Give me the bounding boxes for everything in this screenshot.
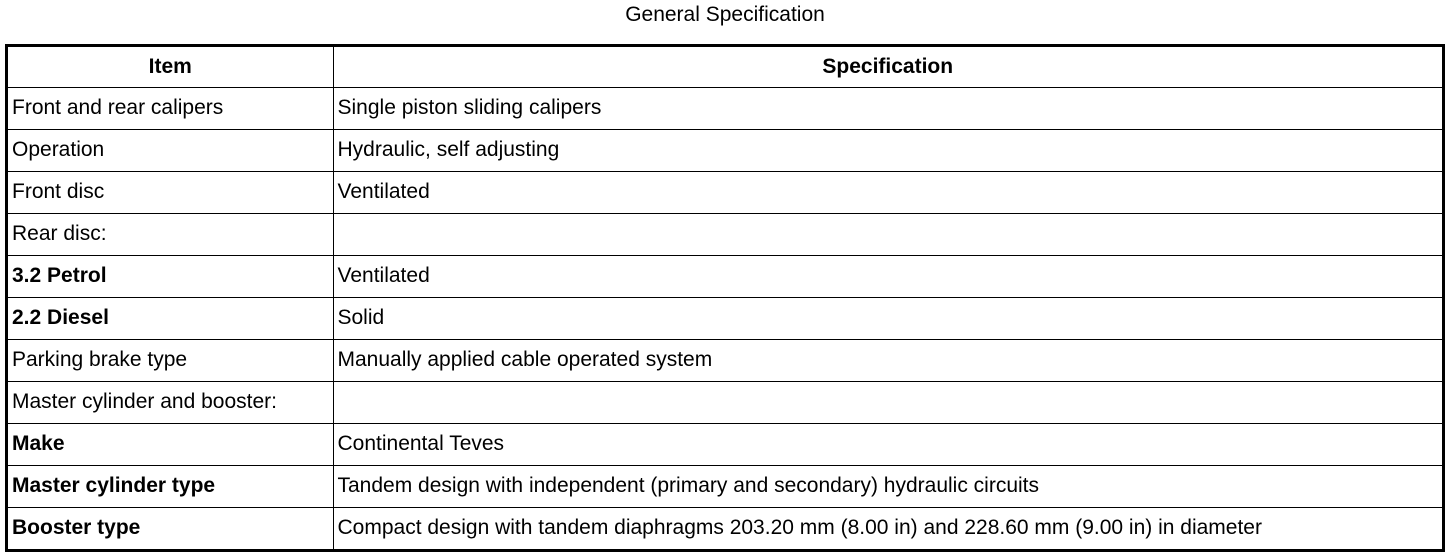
table-row: [8, 381, 1442, 423]
spec-cell: Compact design with tandem diaphragms 203.20 mm (8.00 in) and 228.60 mm (9.00 in) in diameter: [333, 507, 1442, 549]
table-header-row: [8, 47, 1442, 87]
spec-table-container: [5, 44, 1445, 552]
spec-cell: [333, 381, 1442, 423]
table-row: [8, 129, 1442, 171]
spec-cell: [333, 213, 1442, 255]
table-row: [8, 213, 1442, 255]
item-cell: Front disc: [8, 171, 333, 213]
item-cell: 3.2 Petrol: [8, 255, 333, 297]
table-row: [8, 87, 1442, 129]
table-row: [8, 423, 1442, 465]
item-cell: Parking brake type: [8, 339, 333, 381]
spec-cell: Manually applied cable operated system: [333, 339, 1442, 381]
spec-cell: Ventilated: [333, 255, 1442, 297]
table-row: [8, 255, 1442, 297]
spec-cell: Solid: [333, 297, 1442, 339]
spec-table: [8, 47, 1442, 549]
spec-cell: Continental Teves: [333, 423, 1442, 465]
item-cell: Master cylinder and booster:: [8, 381, 333, 423]
item-cell: Front and rear calipers: [8, 87, 333, 129]
item-cell: 2.2 Diesel: [8, 297, 333, 339]
item-cell: Master cylinder type: [8, 465, 333, 507]
item-cell: Rear disc:: [8, 213, 333, 255]
table-row: [8, 339, 1442, 381]
spec-cell: Single piston sliding calipers: [333, 87, 1442, 129]
spec-cell: Tandem design with independent (primary and secondary) hydraulic circuits: [333, 465, 1442, 507]
table-row: [8, 465, 1442, 507]
table-row: [8, 297, 1442, 339]
table-row: [8, 507, 1442, 549]
table-row: [8, 171, 1442, 213]
spec-cell: Hydraulic, self adjusting: [333, 129, 1442, 171]
item-cell: Booster type: [8, 507, 333, 549]
column-header-item: Item: [8, 47, 333, 87]
item-cell: Operation: [8, 129, 333, 171]
spec-cell: Ventilated: [333, 171, 1442, 213]
column-header-specification: Specification: [333, 47, 1442, 87]
item-cell: Make: [8, 423, 333, 465]
page-title: General Specification: [625, 3, 825, 26]
